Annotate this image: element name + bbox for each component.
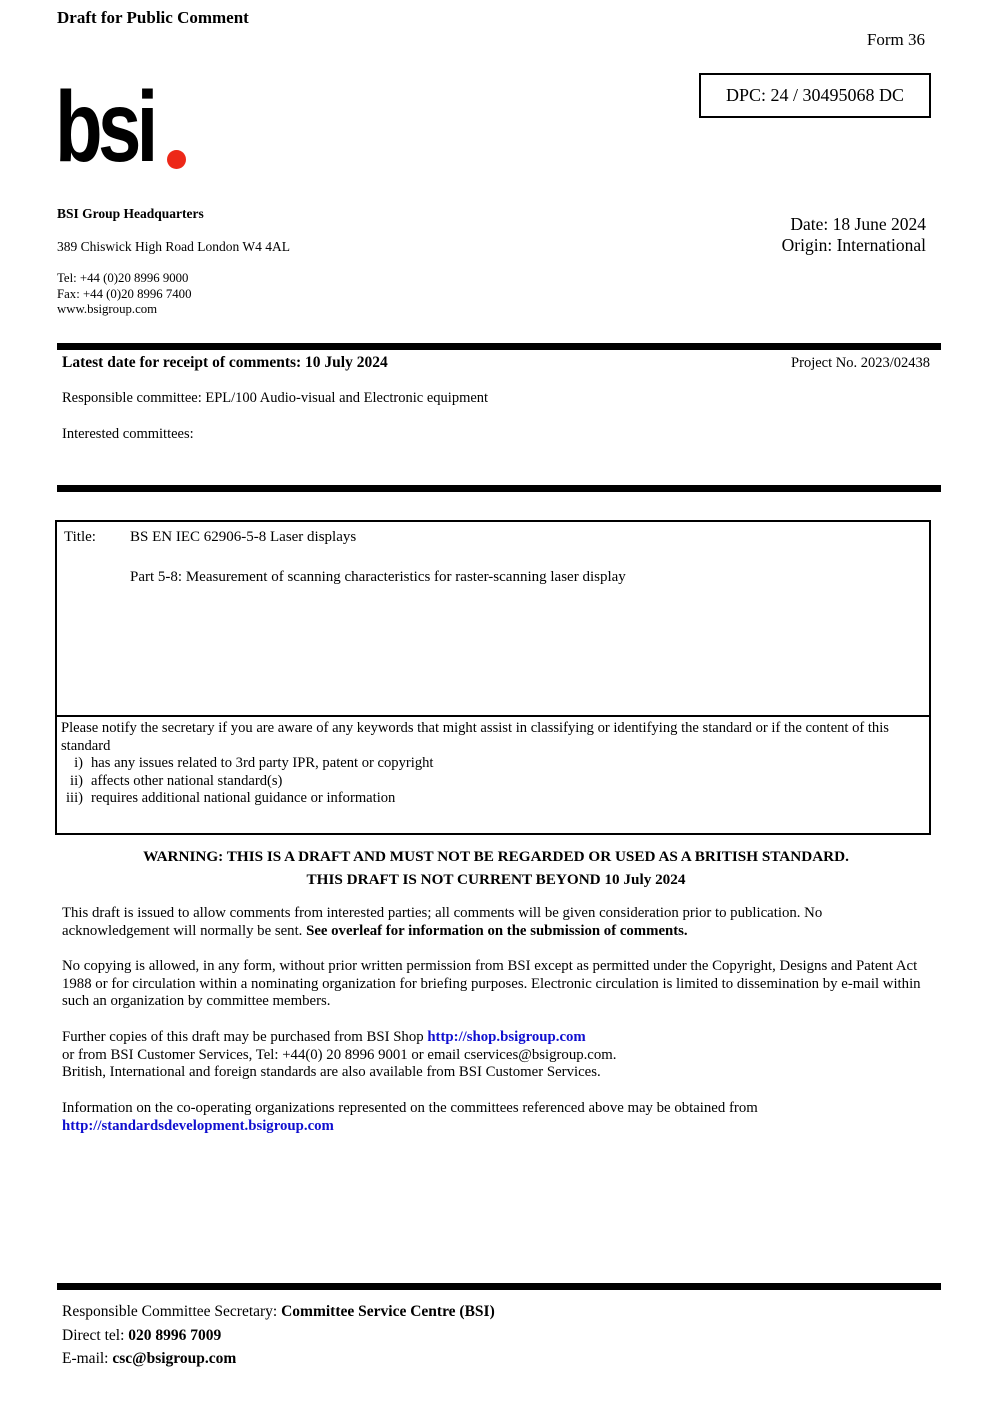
email-line (62, 1347, 495, 1371)
list-item (57, 790, 929, 808)
paragraph-text: Further copies of this draft may be purchased from BSI Shop (62, 1029, 428, 1045)
direct-tel-number: 020 8996 7009 (128, 1326, 222, 1344)
direct-tel-label: Direct tel: (62, 1326, 129, 1344)
date-origin-block (782, 214, 926, 255)
horizontal-rule-top (57, 343, 941, 350)
purchase-line-1 (62, 1029, 926, 1047)
cooperating-orgs-paragraph (62, 1100, 926, 1135)
horizontal-rule-middle (57, 485, 941, 492)
list-item-marker: iii) (65, 790, 83, 807)
purchase-paragraph (62, 1029, 926, 1082)
bsi-logo (55, 71, 186, 183)
comments-issue-paragraph (62, 905, 926, 940)
dpc-number-text: DPC: 24 / 30495068 DC (725, 85, 905, 105)
see-overleaf-note: See overleaf for information on the submission of comments. (306, 922, 688, 939)
paragraph-text: This draft is issued to allow comments from interested parties; all comments will be given consideration prior to publication. No acknowledgement will normally be sent. (62, 905, 823, 939)
bsi-shop-link[interactable]: http://shop.bsigroup.com (427, 1029, 586, 1045)
warning-line-1: WARNING: THIS IS A DRAFT AND MUST NOT BE REGARDED OR USED AS A BRITISH STANDARD. (143, 848, 849, 865)
date-line: Date: 18 June 2024 (790, 214, 926, 234)
cooperating-orgs-line: Information on the co-operating organizations represented on the committees referenced above may be obtained from (62, 1100, 758, 1116)
standards-development-link[interactable]: http://standardsdevelopment.bsigroup.com (62, 1117, 334, 1134)
keywords-list (57, 755, 929, 808)
list-item (57, 773, 929, 791)
bsi-logo-text: bsi (55, 71, 154, 183)
responsible-committee-line: Responsible committee: EPL/100 Audio-visual and Electronic equipment (62, 390, 489, 406)
list-item-marker: ii) (70, 772, 83, 789)
warning-line-2: THIS DRAFT IS NOT CURRENT BEYOND 10 July 2024 (306, 871, 686, 888)
hq-name: BSI Group Headquarters (57, 206, 204, 221)
title-box (55, 520, 931, 717)
form-number-label: Form 36 (866, 30, 925, 49)
draft-warning (62, 845, 930, 891)
list-item-text: has any issues related to 3rd party IPR, patent or copyright (91, 755, 434, 772)
address-block (57, 206, 290, 318)
secretary-footer (62, 1300, 495, 1371)
email-address: csc@bsigroup.com (112, 1350, 237, 1367)
latest-date-label: Latest date for receipt of comments: 10 July 2024 (62, 354, 388, 371)
purchase-line-3: British, International and foreign standards are also available from BSI Customer Services. (62, 1064, 601, 1081)
project-number: Project No. 2023/02438 (791, 355, 930, 371)
hq-fax: Fax: +44 (0)20 8996 7400 (57, 286, 192, 301)
draft-for-public-comment-label: Draft for Public Comment (57, 8, 249, 27)
hq-website: www.bsigroup.com (57, 302, 158, 316)
copyright-paragraph: No copying is allowed, in any form, without prior written permission from BSI except as permitted under the Copyright, Designs and Patent Act 1988 or for circulation within a nominating organization for briefing purposes. Electronic circulation is limited to dissemination by e-mail within such an organization by committee members. (62, 958, 921, 1010)
comments-deadline-row (62, 354, 930, 372)
direct-tel-line (62, 1324, 495, 1348)
dpc-number-box (699, 73, 931, 118)
secretary-line (62, 1300, 495, 1324)
list-item (57, 755, 929, 773)
horizontal-rule-bottom (57, 1283, 941, 1290)
standard-title: BS EN IEC 62906-5-8 Laser displays (130, 529, 357, 545)
keywords-notice-box (55, 715, 931, 835)
hq-contact (57, 271, 290, 318)
list-item-text: requires additional national guidance or information (91, 790, 396, 807)
standard-subtitle: Part 5-8: Measurement of scanning characteristics for raster-scanning laser display (130, 569, 626, 585)
origin-line: Origin: International (781, 234, 926, 255)
email-label: E-mail: (62, 1350, 113, 1367)
list-item-text: affects other national standard(s) (91, 772, 283, 789)
bsi-logo-red-dot-icon (167, 150, 186, 169)
interested-committees-line: Interested committees: (62, 426, 194, 442)
hq-tel: Tel: +44 (0)20 8996 9000 (57, 271, 189, 285)
purchase-line-2: or from BSI Customer Services, Tel: +44(0) 20 8996 9001 or email cservices@bsigroup.com. (62, 1046, 617, 1063)
hq-street: 389 Chiswick High Road London W4 4AL (57, 239, 290, 254)
list-item-marker: i) (74, 755, 83, 772)
secretary-name: Committee Service Centre (BSI) (281, 1303, 495, 1320)
keywords-intro: Please notify the secretary if you are aware of any keywords that might assist in classifying or identifying the standard or if the content of this standard (61, 720, 889, 754)
title-label: Title: (64, 529, 96, 545)
secretary-label: Responsible Committee Secretary: (62, 1303, 282, 1320)
